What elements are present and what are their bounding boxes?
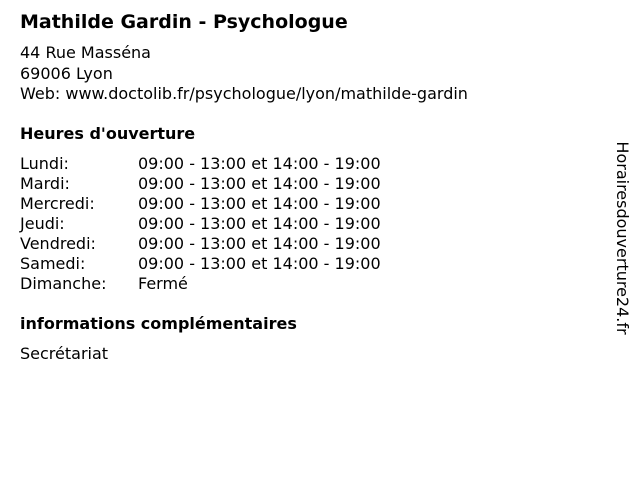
day-label: Samedi: xyxy=(20,254,86,273)
time-value: 09:00 - 13:00 et 14:00 - 19:00 xyxy=(138,194,381,213)
opening-hours-heading: Heures d'ouverture xyxy=(20,124,196,143)
day-label: Vendredi: xyxy=(20,234,96,253)
website-line[interactable]: Web: www.doctolib.fr/psychologue/lyon/mathilde-gardin xyxy=(20,84,468,103)
time-value: 09:00 - 13:00 et 14:00 - 19:00 xyxy=(138,234,381,253)
page-title: Mathilde Gardin - Psychologue xyxy=(20,11,348,33)
time-value: 09:00 - 13:00 et 14:00 - 19:00 xyxy=(138,174,381,193)
day-label: Jeudi: xyxy=(20,214,65,233)
day-label: Dimanche: xyxy=(20,274,107,293)
site-watermark: Horairesdouverture24.fr xyxy=(613,141,632,335)
additional-info-text: Secrétariat xyxy=(20,344,109,363)
day-label: Mercredi: xyxy=(20,194,95,213)
address-block xyxy=(20,43,468,105)
time-value: 09:00 - 13:00 et 14:00 - 19:00 xyxy=(138,154,381,173)
address-city: 69006 Lyon xyxy=(20,63,113,83)
address-street: 44 Rue Masséna xyxy=(20,43,151,62)
time-value: 09:00 - 13:00 et 14:00 - 19:00 xyxy=(138,214,381,233)
day-label: Mardi: xyxy=(20,174,70,193)
time-value: Fermé xyxy=(138,274,188,293)
time-value: 09:00 - 13:00 et 14:00 - 19:00 xyxy=(138,254,381,273)
day-label: Lundi: xyxy=(20,154,69,173)
additional-info-heading: informations complémentaires xyxy=(20,314,297,333)
